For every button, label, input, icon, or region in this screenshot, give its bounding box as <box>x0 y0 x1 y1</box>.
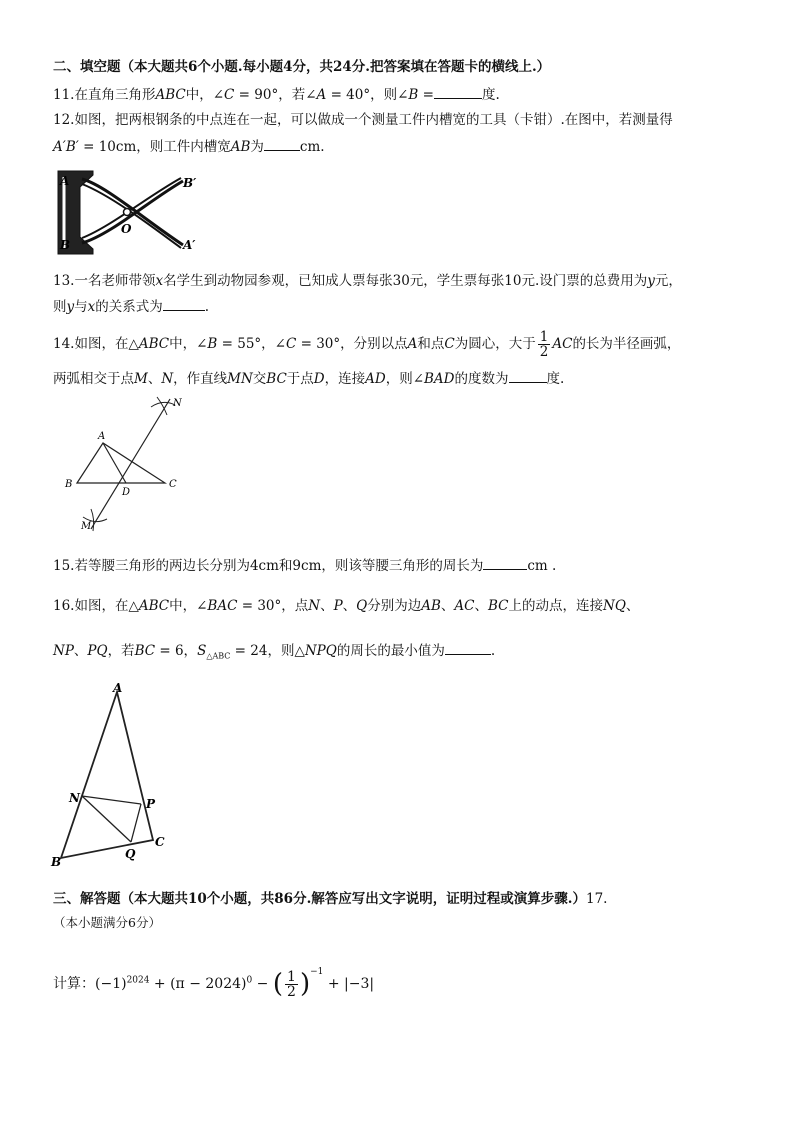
label-O: O <box>121 222 132 236</box>
section-heading-fill-blank: 二、填空题（本大题共6个小题.每小题4分，共24分.把答案填在答题卡的横线上.） <box>53 59 551 75</box>
fraction-half: $\frac{1}{2}$ <box>539 329 549 360</box>
triangle-abc-perpendicular-bisector-figure <box>55 393 205 535</box>
label-B: B <box>51 855 62 869</box>
label-D: D <box>122 487 131 498</box>
label-Q: Q <box>125 847 136 861</box>
question-14-line-1: 14.如图，在△ABC中，∠B = 55°，∠C = 30°，分别以点A和点C为圆心，大于 $\frac{1}{2}$ AC的长为半径画弧， <box>53 329 681 360</box>
label-B: B <box>65 479 73 490</box>
label-P: P <box>146 797 156 811</box>
question-14-line-2: 两弧相交于点M、N，作直线MN交BC于点D，连接AD，则∠BAD的度数为 度. <box>53 371 565 387</box>
caliper-figure <box>55 165 215 260</box>
label-C: C <box>169 479 177 490</box>
label-A: A <box>60 174 70 188</box>
question-15: 15.若等腰三角形的两边长分别为4cm和9cm，则该等腰三角形的周长为 cm . <box>53 558 557 574</box>
label-B-prime: B′ <box>183 176 197 190</box>
label-A: A <box>113 681 123 695</box>
answer-blank[interactable] <box>483 557 527 570</box>
question-11: 11.在直角三角形ABC中，∠C = 90°，若∠A = 40°，则∠B = 度. <box>53 87 500 103</box>
question-16-line-1: 16.如图，在△ABC中，∠BAC = 30°，点N、P、Q分别为边AB、AC、BC上的动点，连接NQ、 <box>53 598 640 614</box>
label-N: N <box>173 398 182 409</box>
answer-blank[interactable] <box>509 370 547 383</box>
question-13-line-1: 13.一名老师带领x名学生到动物园参观，已知成人票每张30元，学生票每张10元.设门票的总费用为y元， <box>53 273 682 289</box>
label-N: N <box>69 791 80 805</box>
label-B: B <box>60 238 71 252</box>
question-17-expression: 计算：$(-1)^{2024} + (\pi - 2024)^0$ − ( $\frac{1}{2}$ )$^{-1}$ + |−3| <box>53 967 375 1000</box>
label-M: M <box>81 521 92 532</box>
triangle-npq-figure <box>45 680 175 870</box>
question-12-line-2: A′B′ = 10cm，则工件内槽宽AB为 cm. <box>53 139 325 155</box>
label-A-prime: A′ <box>183 238 196 252</box>
question-16-line-2: NP、PQ，若BC = 6，$S_{\triangle ABC} = 24$，则△NPQ的周长的最小值为 . <box>53 643 496 661</box>
answer-blank[interactable] <box>163 298 205 311</box>
question-13-line-2: 则y与x的关系式为 . <box>53 299 210 315</box>
label-C: C <box>155 835 165 849</box>
question-12-line-1: 12.如图，把两根钢条的中点连在一起，可以做成一个测量工件内槽宽的工具（卡钳）.在图中，若测量得 <box>53 112 673 128</box>
question-17-score-note: （本小题满分6分） <box>53 915 161 930</box>
answer-blank[interactable] <box>264 138 300 151</box>
fraction-half: $\frac{1}{2}$ <box>287 968 296 1000</box>
label-A: A <box>98 431 106 442</box>
answer-blank[interactable] <box>445 642 491 655</box>
section-heading-solution: 三、解答题（本大题共10个小题，共86分.解答应写出文字说明，证明过程或演算步骤.）17. <box>53 891 608 907</box>
answer-blank[interactable] <box>434 86 482 99</box>
